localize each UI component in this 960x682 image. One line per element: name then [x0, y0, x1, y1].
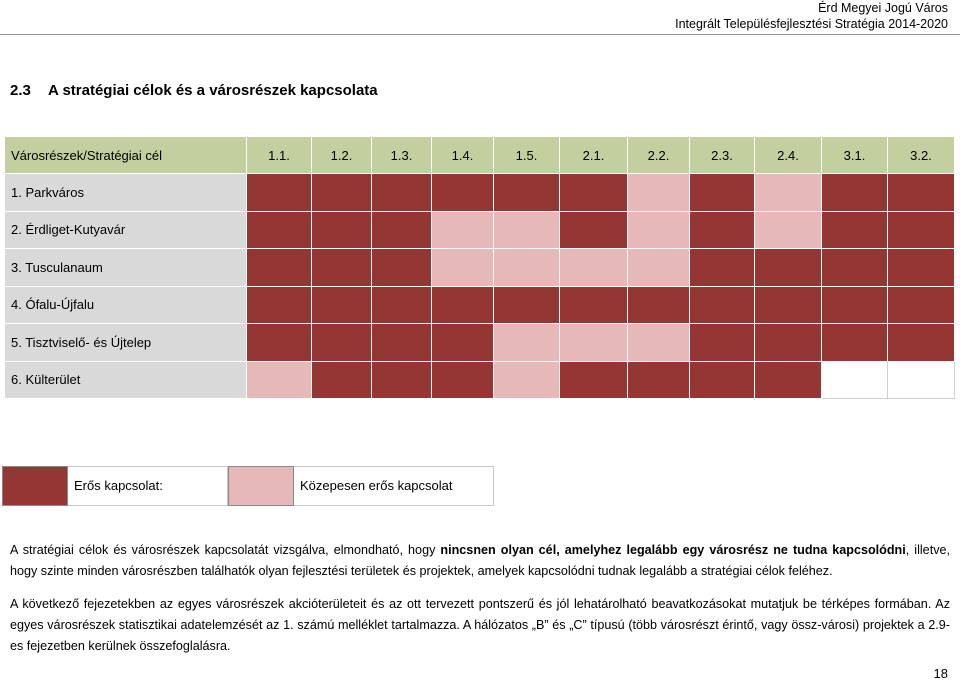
matrix-row: [5, 361, 955, 399]
matrix-cell-strong: [888, 286, 955, 324]
matrix-cell-strong: [888, 249, 955, 287]
legend-medium-label: Közepesen erős kapcsolat: [294, 466, 494, 506]
matrix-cell-strong: [560, 286, 628, 324]
matrix-cell-strong: [312, 324, 372, 362]
matrix-cell-strong: [560, 211, 628, 249]
matrix-cell-strong: [312, 211, 372, 249]
matrix-row: [5, 211, 955, 249]
legend-strong-swatch: [2, 466, 68, 506]
matrix-cell-strong: [628, 286, 690, 324]
matrix-column-header: 1.2.: [312, 137, 372, 174]
page-number: 18: [933, 666, 948, 681]
matrix-cell-strong: [247, 249, 312, 287]
matrix-cell-strong: [690, 249, 755, 287]
matrix-cell-strong: [628, 361, 690, 399]
matrix-row: [5, 174, 955, 212]
matrix-cell-strong: [372, 324, 432, 362]
header-document: Integrált Településfejlesztési Stratégia 2014-2020: [675, 17, 948, 31]
matrix-cell-strong: [822, 211, 888, 249]
matrix-column-header: 1.3.: [372, 137, 432, 174]
matrix-cell-strong: [312, 286, 372, 324]
matrix-cell-strong: [822, 174, 888, 212]
matrix-cell-strong: [888, 211, 955, 249]
matrix-cell-medium: [432, 211, 494, 249]
matrix-cell-strong: [755, 324, 822, 362]
matrix-column-header: 2.2.: [628, 137, 690, 174]
matrix-cell-strong: [888, 174, 955, 212]
matrix-cell-strong: [755, 286, 822, 324]
matrix-cell-strong: [690, 361, 755, 399]
matrix-cell-strong: [690, 211, 755, 249]
matrix-cell-strong: [888, 324, 955, 362]
matrix-column-header: 1.1.: [247, 137, 312, 174]
paragraph-summary-part1: A stratégiai célok és városrészek kapcsolatát vizsgálva, elmondható, hogy: [10, 543, 441, 557]
legend-medium-swatch: [228, 466, 294, 506]
paragraph-summary-emphasis: nincsnen olyan cél, amelyhez legalább egy városrész ne tudna kapcsolódni: [440, 543, 906, 557]
matrix-column-header: 1.4.: [432, 137, 494, 174]
page-header: [675, 0, 948, 32]
matrix-row-label: 6. Külterület: [5, 361, 247, 399]
matrix-cell-strong: [755, 249, 822, 287]
matrix-cell-strong: [372, 249, 432, 287]
matrix-cell-strong: [312, 249, 372, 287]
matrix-cell-medium: [628, 249, 690, 287]
matrix-cell-strong: [432, 324, 494, 362]
matrix-cell-strong: [247, 174, 312, 212]
matrix-cell-medium: [432, 249, 494, 287]
paragraph-next-chapters: A következő fejezetekben az egyes városrészek akcióterületeit és az ott tervezett pontszerű és jól lehatárolható beavatkozásokat mutatjuk be térképes formában. Az egyes városrészek statisztikai adatelemzését az 1. számú melléklet tartalmazza. A hálózatos „B” és „C” típusú (több városrészt érintő, vagy össz-városi) projektek a 2.9-es fejezetben kerülnek összefoglalásra.: [10, 597, 950, 653]
matrix-row: [5, 324, 955, 362]
matrix-cell-strong: [372, 286, 432, 324]
section-title-text: A stratégiai célok és a városrészek kapcsolata: [48, 82, 378, 99]
matrix-cell-strong: [247, 324, 312, 362]
matrix-cell-strong: [494, 174, 560, 212]
matrix-cell-medium: [560, 324, 628, 362]
matrix-column-header: 3.2.: [888, 137, 955, 174]
matrix-column-header: 3.1.: [822, 137, 888, 174]
matrix-cell-medium: [494, 249, 560, 287]
matrix-cell-strong: [432, 174, 494, 212]
matrix-cell-none: [822, 361, 888, 399]
section-title: [10, 82, 378, 99]
matrix-cell-strong: [822, 249, 888, 287]
matrix-corner-label: Városrészek/Stratégiai cél: [5, 137, 247, 174]
relationship-matrix: [4, 136, 955, 399]
matrix-header-row: [5, 137, 955, 174]
matrix-cell-strong: [755, 361, 822, 399]
matrix-cell-strong: [560, 174, 628, 212]
matrix-row-label: 2. Érdliget-Kutyavár: [5, 211, 247, 249]
matrix-cell-none: [888, 361, 955, 399]
legend-strong-label: Erős kapcsolat:: [68, 466, 228, 506]
matrix-cell-strong: [494, 286, 560, 324]
header-divider: [0, 34, 960, 35]
matrix-cell-strong: [690, 174, 755, 212]
matrix-cell-medium: [247, 361, 312, 399]
matrix-cell-medium: [560, 249, 628, 287]
header-city: Érd Megyei Jogú Város: [818, 1, 948, 15]
matrix-cell-medium: [755, 174, 822, 212]
matrix-cell-strong: [690, 286, 755, 324]
matrix-cell-strong: [312, 361, 372, 399]
matrix-column-header: 2.4.: [755, 137, 822, 174]
matrix-cell-strong: [690, 324, 755, 362]
matrix-cell-strong: [372, 174, 432, 212]
matrix-row-label: 3. Tusculanaum: [5, 249, 247, 287]
matrix-row-label: 4. Ófalu-Újfalu: [5, 286, 247, 324]
matrix-cell-strong: [247, 286, 312, 324]
paragraph-summary-part2: , illetve, hogy szinte minden városrészben találhatók olyan fejlesztési területek és projektek, amelyek kapcsolódni tudnak legalább a stratégiai célok feléhez.: [10, 543, 950, 578]
matrix-cell-medium: [755, 211, 822, 249]
matrix-cell-medium: [628, 174, 690, 212]
matrix-cell-medium: [494, 211, 560, 249]
matrix-cell-strong: [372, 361, 432, 399]
matrix-row: [5, 286, 955, 324]
legend: [0, 466, 960, 506]
matrix-cell-medium: [494, 324, 560, 362]
matrix-cell-strong: [247, 211, 312, 249]
paragraph-summary: [10, 540, 950, 582]
matrix-cell-strong: [432, 286, 494, 324]
matrix-cell-strong: [822, 286, 888, 324]
matrix-cell-strong: [432, 361, 494, 399]
matrix-cell-strong: [312, 174, 372, 212]
matrix-column-header: 1.5.: [494, 137, 560, 174]
matrix-column-header: 2.1.: [560, 137, 628, 174]
matrix-cell-strong: [822, 324, 888, 362]
matrix-row-label: 5. Tisztviselő- és Újtelep: [5, 324, 247, 362]
matrix-row: [5, 249, 955, 287]
matrix-cell-medium: [628, 211, 690, 249]
section-number: 2.3: [10, 82, 31, 99]
matrix-cell-medium: [494, 361, 560, 399]
matrix-column-header: 2.3.: [690, 137, 755, 174]
matrix-cell-strong: [560, 361, 628, 399]
matrix-row-label: 1. Parkváros: [5, 174, 247, 212]
matrix-cell-strong: [372, 211, 432, 249]
matrix-cell-medium: [628, 324, 690, 362]
